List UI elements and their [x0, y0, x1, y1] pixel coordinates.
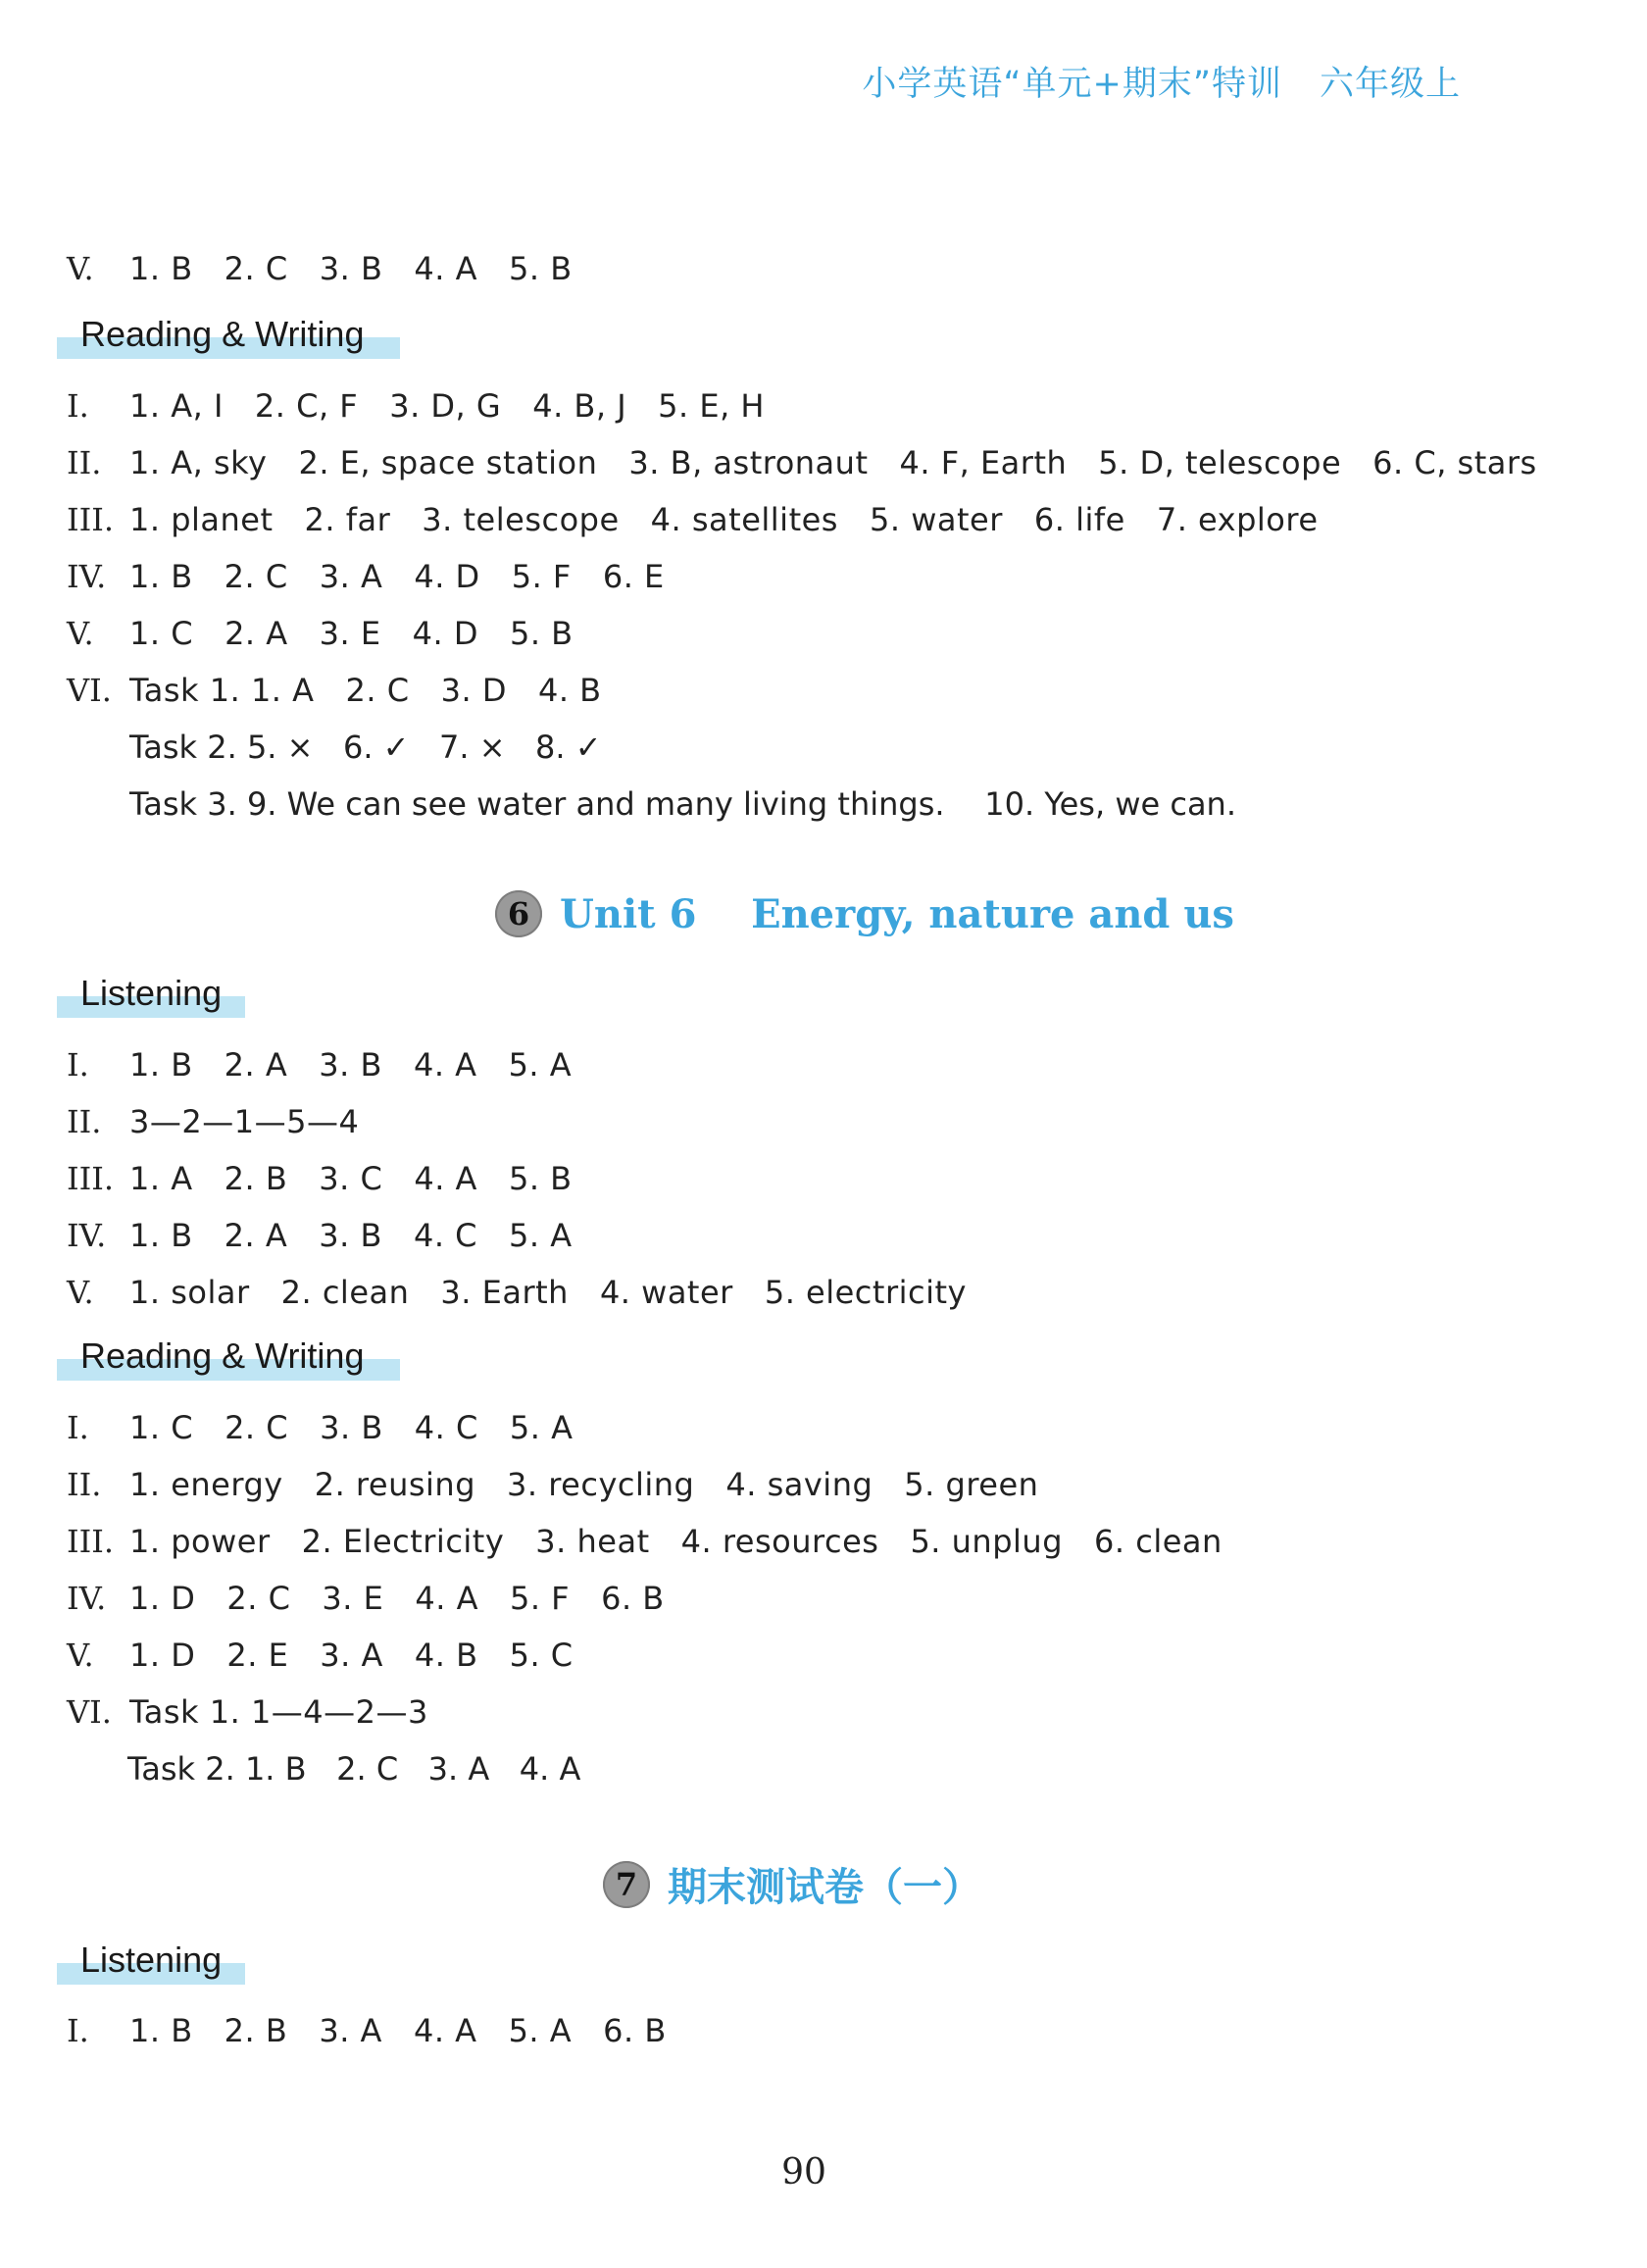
- answer-subrow: Task 2. 1. B 2. C 3. A 4. A: [127, 1750, 581, 1788]
- answer-row: [67, 444, 1537, 481]
- answer-row: [67, 1409, 574, 1446]
- item-number: II.: [67, 444, 102, 481]
- item-number: V.: [67, 615, 94, 652]
- answer-text: 1. A 2. B 3. C 4. A 5. B: [129, 1160, 573, 1197]
- answer-row: [67, 1046, 573, 1084]
- answer-text: 1. B 2. A 3. B 4. C 5. A: [129, 1217, 573, 1254]
- unit-title-text: 期末测试卷（一）: [668, 1865, 981, 1910]
- answer-row: [67, 2012, 667, 2049]
- answer-text: 1. energy 2. reusing 3. recycling 4. saving 5. green: [129, 1466, 1039, 1503]
- section-heading-reading-writing: Reading & Writing: [57, 314, 364, 353]
- item-number: V.: [67, 1274, 94, 1311]
- item-number: III.: [67, 1160, 115, 1197]
- answer-subrow: Task 3. 9. We can see water and many living things. 10. Yes, we can.: [129, 785, 1236, 823]
- answer-text: 1. B 2. A 3. B 4. A 5. A: [129, 1046, 573, 1084]
- page-header: [862, 57, 1461, 106]
- item-number: I.: [67, 2012, 89, 2049]
- item-number: II.: [67, 1103, 102, 1140]
- answer-row: [67, 1160, 573, 1197]
- answer-text: 1. B 2. C 3. A 4. D 5. F 6. E: [129, 558, 665, 595]
- item-number: II.: [67, 1466, 102, 1503]
- section-heading-listening: Listening: [57, 973, 222, 1012]
- unit-title-text: Unit 6 Energy, nature and us: [560, 890, 1234, 937]
- item-number: IV.: [67, 1217, 107, 1254]
- answer-text: 1. B 2. B 3. A 4. A 5. A 6. B: [129, 2012, 667, 2049]
- answer-row: [67, 1217, 573, 1254]
- item-number: III.: [67, 1523, 115, 1560]
- item-number: III.: [67, 501, 115, 538]
- unit-6-title: [495, 890, 1234, 937]
- unit-number-badge: 6: [495, 890, 542, 937]
- item-number: I.: [67, 1046, 89, 1084]
- answer-text: 1. A, I 2. C, F 3. D, G 4. B, J 5. E, H: [129, 387, 765, 425]
- item-number: V.: [67, 250, 94, 287]
- answer-row: [67, 1274, 967, 1311]
- answer-row: [67, 250, 573, 287]
- answer-row: [67, 615, 574, 652]
- page-number: 90: [781, 2152, 826, 2192]
- answer-text: 1. A, sky 2. E, space station 3. B, astronaut 4. F, Earth 5. D, telescope 6. C, stars: [129, 444, 1537, 481]
- answer-row: [67, 672, 602, 709]
- answer-text: 1. solar 2. clean 3. Earth 4. water 5. electricity: [129, 1274, 967, 1311]
- answer-row: [67, 387, 765, 425]
- final-test-title: [603, 1856, 981, 1912]
- answer-text: 1. C 2. C 3. B 4. C 5. A: [129, 1409, 574, 1446]
- section-heading-listening: Listening: [57, 1940, 222, 1979]
- answer-text: 1. D 2. E 3. A 4. B 5. C: [129, 1637, 574, 1674]
- item-number: V.: [67, 1637, 94, 1674]
- answer-row: [67, 1523, 1223, 1560]
- item-number: I.: [67, 1409, 89, 1446]
- answer-text: 3—2—1—5—4: [129, 1103, 360, 1140]
- grade-label: 六年级上: [1319, 65, 1461, 104]
- item-number: IV.: [67, 558, 107, 595]
- answer-text: 1. planet 2. far 3. telescope 4. satellites 5. water 6. life 7. explore: [129, 501, 1319, 538]
- answer-text: 1. B 2. C 3. B 4. A 5. B: [129, 250, 573, 287]
- answer-text: 1. power 2. Electricity 3. heat 4. resources 5. unplug 6. clean: [129, 1523, 1223, 1560]
- answer-row: [67, 1103, 360, 1140]
- answer-text: Task 1. 1. A 2. C 3. D 4. B: [129, 672, 602, 709]
- answer-text: 1. C 2. A 3. E 4. D 5. B: [129, 615, 574, 652]
- answer-row: [67, 1693, 428, 1731]
- answer-text: 1. D 2. C 3. E 4. A 5. F 6. B: [129, 1580, 665, 1617]
- item-number: I.: [67, 387, 89, 425]
- answer-row: [67, 501, 1319, 538]
- section-heading-reading-writing: Reading & Writing: [57, 1336, 364, 1375]
- answer-subrow: Task 2. 5. × 6. ✓ 7. × 8. ✓: [129, 729, 602, 766]
- unit-number-badge: 7: [603, 1861, 650, 1908]
- series-title: 小学英语“单元+期末”特训: [862, 65, 1282, 104]
- item-number: IV.: [67, 1580, 107, 1617]
- answer-row: [67, 558, 665, 595]
- answer-row: [67, 1580, 665, 1617]
- item-number: VI.: [67, 672, 112, 709]
- answer-text: Task 1. 1—4—2—3: [129, 1693, 428, 1731]
- item-number: VI.: [67, 1693, 112, 1731]
- answer-row: [67, 1466, 1039, 1503]
- answer-row: [67, 1637, 574, 1674]
